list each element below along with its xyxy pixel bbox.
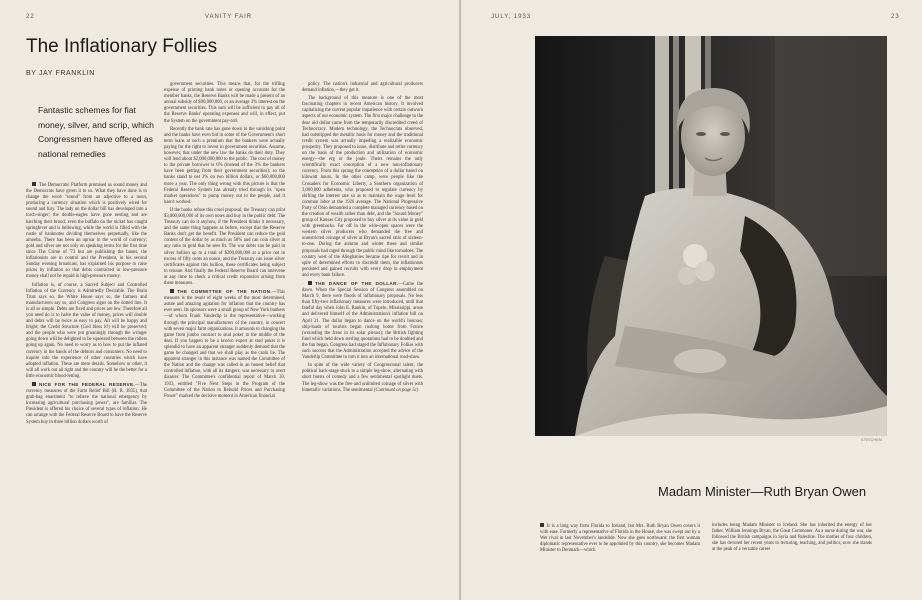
paragraph: If the banks refuse this cruel proposal, the Treasury can print $3,000,000,000 of its own notes and buy in the public debt. The Treasury can do it anyhow, if the President thinks it necessary, and the same thing happens as before, except that the Reserve Banks don't get the benefit. The President can reduce the gold content of the dollar by as much as 50% and can coin silver at any ratio to gold that he sees fit. The war debts can be paid in silver bullion up to a total of $200,000,000 at a price not in excess of fifty cents an ounce, and the Treasury can issue silver certificates against this bullion, these certificates being subject to reissue. And finally the Federal Reserve Board can intervene at any time to check a critical credit expansion arising from these measures. [164,207,285,286]
paragraph: policy. The nation's industrial and agricultural producers demand inflation,—they get it. [302,82,423,94]
section-paragraph: THE DANCE OF THE DOLLAR.—Came the dawn. When the Special Session of Congress assembled on March 9, there were floods of inflationary proposals. No less than fifty-two inflationary measures were introduced, until that fateful day when John E. Rankin, of Tupelo, Mississippi, arose and delivered himself of the Administration's inflation bill on April 21. The dollar began to dance on the world's bourses; ship-loads of tourists began rushing home from France (wounding the franc in its solar plexus); the British fighting fund which held down sterling quotations had to be doubled and the fun began. Congress had staged the Inflationary Follies with such success that the Administration accepted the advice of the Vanderlip Committee to turn it into an international road-show. [302,281,423,361]
paragraph: government securities. This means that, for the trifling expense of printing bank notes or opening accounts for the member banks, the Reserve Banks will be made a present of an annual subsidy of $90,000,000, or an average 3% interest on the government securities. This sum will be sufficient to pay all of the Reserve Banks' operating expenses and will, in effect, put the System on the government pay-roll. [164,82,285,124]
paragraph: Recently the bank rate has gone down to the vanishing point and the banks have even bid in some of the Government's short term loans at such a premium that the bankers were actually paying for the right to invest in government securities. Assume, however, that under the new law the banks do their duty. They will lend about $2,000,000,000 to the public. The cost of money to the private borrower is 6% (instead of the 3% the bankers have been getting from their government securities): so the banks stand to net 3% on two billion dollars, or $60,000,000 more a year. The only thing wrong with this picture is that the Federal Reserve System has already tried through its "open market operations" to pump money out to the people, and it hasn't worked. [164,126,285,205]
caption-column-2: includes being Madam Minister to Iceland. She has inherited the energy of her father, William Jennings Bryan, the Great Commoner. As a nurse during the war, she followed the British campaigns in Syria and Palestine. The mother of four children, she has devoted her recent years to lecturing, teaching, and politics; now she stands at the peak of a versatile career [712,523,872,553]
section-heading: THE COMMITTEE OF THE NATION. [177,289,272,295]
caption-column-1: It is a long way from Florida to Iceland, but Mrs. Ruth Bryan Owen covers it with ease. Formerly a representative of Florida in the House, she was swept out by a Wet rival in last November's landslide. Now she goes northward: the first woman diplomatic representative ever to be appointed by this country, she becomes Madam Minister to Denmark—which [540,524,700,554]
caption-title: Madam Minister—Ruth Bryan Owen [658,484,867,499]
text-column-3 [302,82,423,594]
article-deck: Fantastic schemes for fiat money, silver, and scrip, which Congressmen have offered as national remedies [38,105,154,159]
paragraph: Inflation is, of course, a Sacred Subject and Controlled Inflation of the Currency is Admittedly Desirable. The Brain Trust says so, the White House says so, the farmers and manufacturers say so, and Congress signs on the dotted line. It is all so simple. Debts are fixed and prices are low. Therefore all you need do is to halve the value of money, prices will double and debts will be twice as easy to pay. All will be happy and bright; the Credit Structure (God bless it!) will be preserved; and the people who were put groaningly through the wringer going down will be delighted to be squeezed between the rollers going up again. No need to worry as to how to put the inflated currency in the hands of the debtors and consumers. No need to inquire into the experience of other countries which have adopted inflation. These are mere details. Somehow or other, it will all work out all right and the country will be the better for a little economic blood-letting. [26,282,147,379]
square-bullet-icon [308,281,312,285]
section-paragraph: THE COMMITTEE OF THE NATION.—This measure is the result of eight weeks of the most determined, astute and amazing agitation for inflation that the country has ever seen. Its sponsors were a small group of New York bankers—of whom Frank Vanderlip is the representative—working through the principal manufacturers of the country, in concert with seven major farm organizations. It amounts to changing the game from jumbo contract to stud poker in the middle of the deal. If you happen to be a known expert at stud poker it is splendid to have an apparent stranger suddenly demand that the game be changed and that we shall play as the cards lie. The apparent stranger in this instance was named the Committee of the Nation and the change was called in an honest belief that controlled inflation, with all its dangers, was necessary to avert disaster. The Committee's confidential report of March 30, 1933, entitled "Five Next Steps in the Program of the Committee of the Nation to Rebuild Prices and Purchasing Power" marked the decisive moment in American financial [164,289,285,399]
continued-note: (Continued on page 5c) [373,387,419,393]
section-heading: THE DANCE OF THE DOLLAR. [315,281,399,286]
square-bullet-icon [170,289,174,293]
section-paragraph: NICE FOR THE FEDERAL RESERVE.—The currency measures of the Farm Relief Bill (H. R. 3835), that grab-bag enactment "to relieve the national emergency by increasing agricultural purchasing power", are familiar. The President is offered his choice of several types of inflation: He can arrange with the Federal Reserve Board to have the Reserve System buy in three billion dollars worth of [26,382,147,425]
article-title: The Inflationary Follies [26,36,218,57]
paragraph: The Democratic Platform promised us sound money and the Democrats have given it to us. What they have done is to change the word "sound" from an adjective to a noun, producing a currency situation which is positively wired for sound and fury. The lady on the dollar bill has developed into a torch-singer; the double-eagles have gone nesting and are hatching their brood; even the buffalo on the nickel has caught springfever and is bellowing, while the world is filled with the rustle of banknotes dividing themselves perpetually, like the amoeba. There has been an uproar in the world of currency; gold and silver are not only on speaking terms for the first time since The Crime of '73 but are publishing the banns; the inflationists are in control and the President, in his second Sunday evening broadcast, has explained his purpose to raise prices by inflation so that debts contracted in low-pressure money shall not be repaid in high-pressure money. [26,183,147,280]
text-column-2 [164,82,285,594]
article-byline: BY JAY FRANKLIN [26,70,95,77]
square-bullet-icon [540,523,544,527]
magazine-name: VANITY FAIR [205,14,253,20]
section-heading: NICE FOR THE FEDERAL RESERVE. [39,382,136,387]
paragraph: The background of this measure is one of the most fascinating chapters in recent American history. It involved capitalizing the current popular impatience with certain outworn aspects of our economic system. The first major challenge to the dear old dollar came from the temporarily discredited creed of Technocracy. Modern technology, the Technocrats observed, had outstripped the metallic basis for money and the traditional credit system was actually impeding a realizable economic prosperity. They proposed to issue, distribute and retire currency on the basis of the production and utilization of economic energy—the erg or the joule. Theirs remains the only scientifically exact conception of a new non-inflationary currency. From this sprang the conception of a dollar based on kilowatt hours. In the other camp, were people like the Crusaders for Economic Liberty, a Southern organization of 3,000,000 adherents, who proposed to regulate currency by shifting the interest rate so as to maintain the wage level for common labor at the 1926 average. The National Progressive Party of Ohio demanded a complete managed currency based on the creation of wealth rather than debt, and the "Sound Money" group of Kansas City proposed to buy silver at its value in gold with greenbacks. Far off in the wide-open spaces were the western silver producers who demanded the free and unrestricted coinage of silver at Bryan's sacred ratio of sixteen-to-one. During the autumn and winter these and similar proposals had raged through the public mind like tornadoes. The country west of the Alleghanies became ripe for revolt and in spite of determined efforts to discredit them, the inflationists persisted and gained recruits with every drop in employment and every bank failure. [302,96,423,278]
left-folio-number: 22 [26,14,35,20]
square-bullet-icon [32,382,36,386]
square-bullet-icon [32,182,36,186]
issue-date: JULY, 1933 [491,14,532,20]
right-folio-number: 23 [891,14,900,20]
text-column-1 [26,182,147,594]
portrait-illustration [535,36,887,436]
photo-credit: STEICHEN [861,438,882,442]
portrait-photograph [535,36,887,436]
paragraph: In spite of the wide variety of Congressional talent, the political back-stage stuck to a simple leg-show, alternating with short bursts of comedy and a few sentimental spotlight duets. The leg-show was the free and unlimited coinage of silver with bimetallic variations. The sentimental (Continued on page 5c) [302,363,423,393]
